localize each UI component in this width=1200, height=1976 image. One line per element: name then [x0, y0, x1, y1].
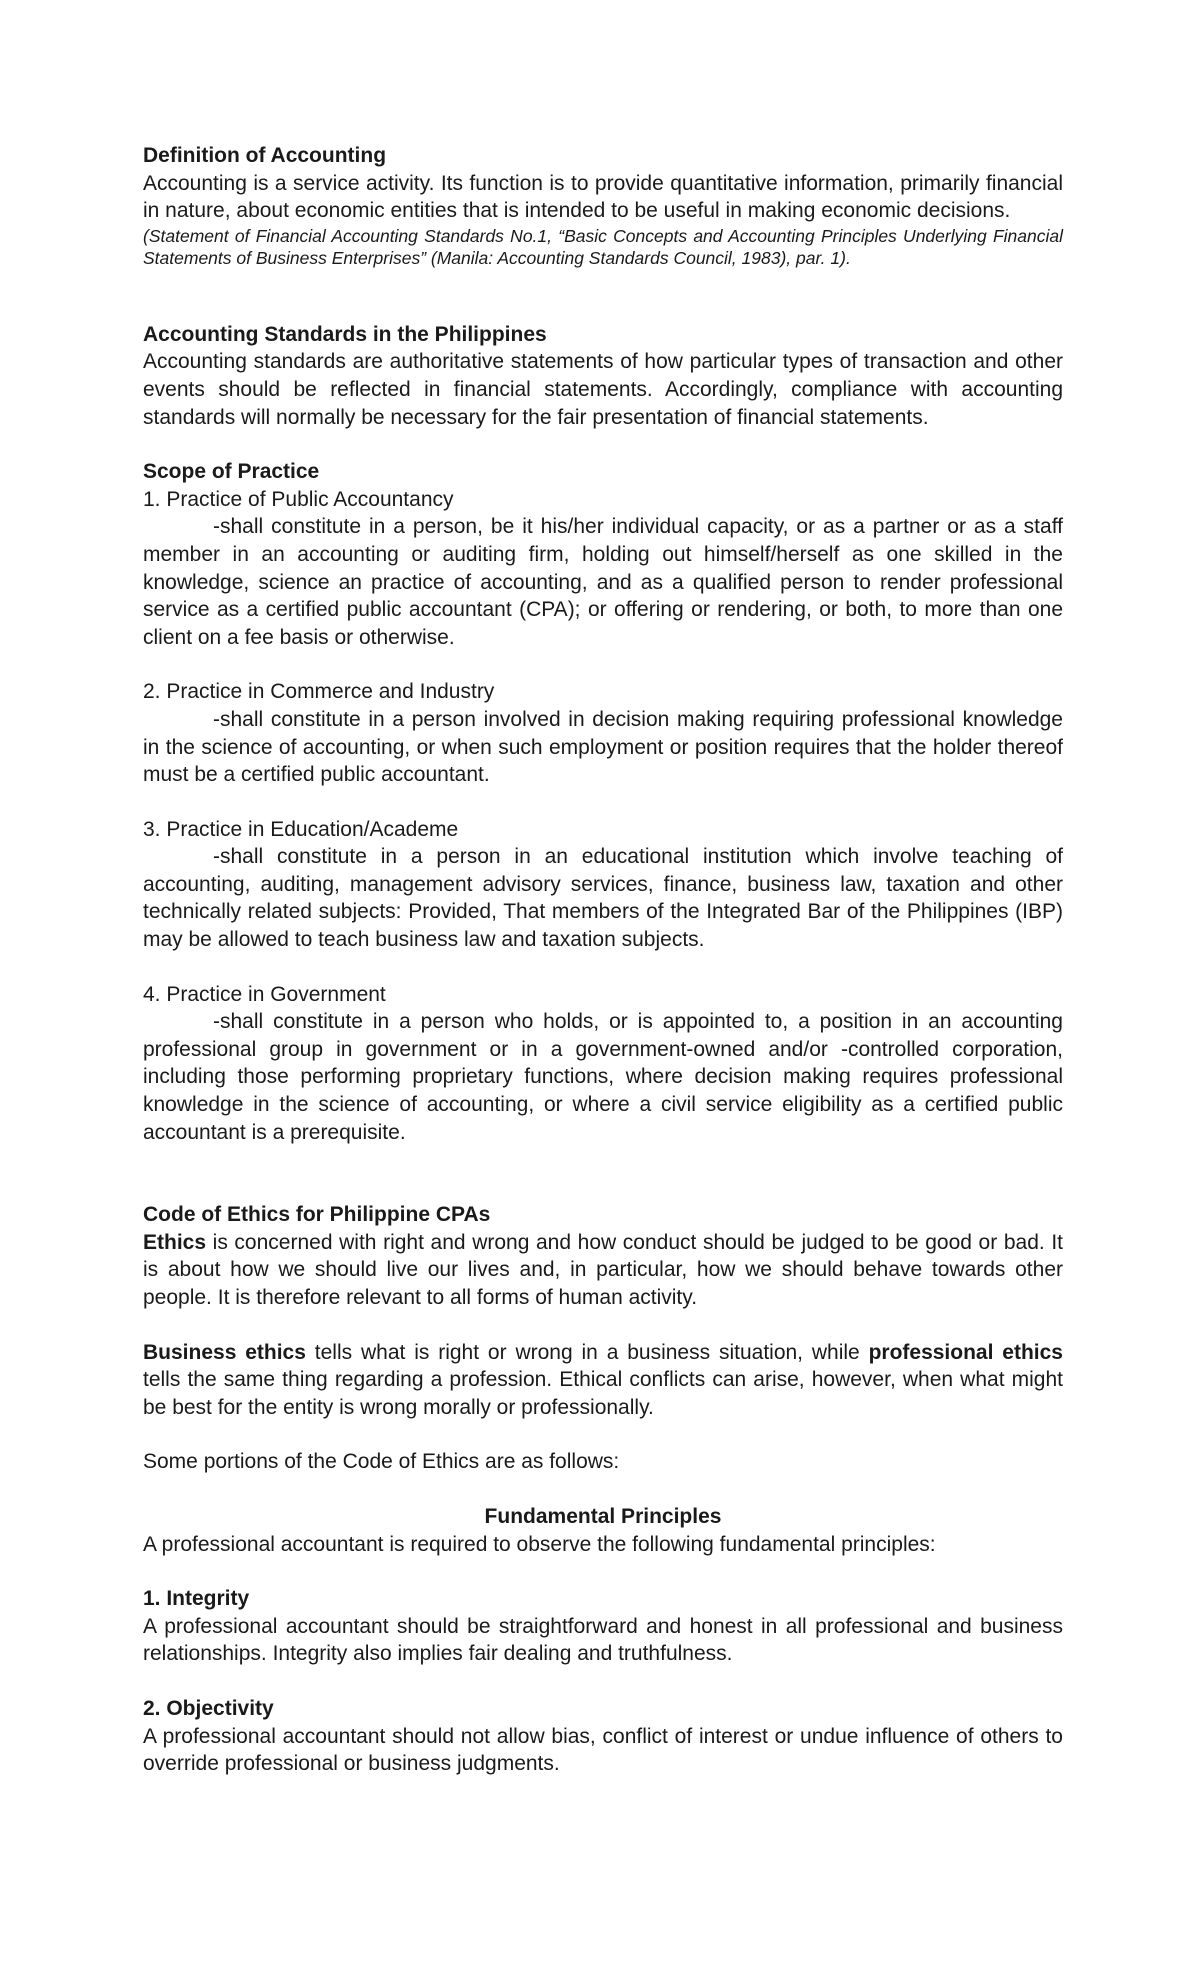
professional-ethics-term: professional ethics — [868, 1340, 1063, 1364]
scope-item-3-title: 3. Practice in Education/Academe — [143, 817, 459, 841]
scope-item-4-title: 4. Practice in Government — [143, 982, 386, 1006]
ethics-paragraph-2 — [143, 1339, 1063, 1422]
scope-item-4-body: -shall constitute in a person who holds, or is appointed to, a position in an accounting professional group in government or in a government-owned and/or -controlled corporation, including those performing proprietary functions, where decision making requires professional knowledge in the science of accounting, or where a civil service eligibility as a certified public accountant is a prerequisite. — [143, 1010, 1063, 1144]
document-page — [143, 142, 1063, 1778]
business-ethics-term: Business ethics — [143, 1340, 306, 1364]
principle-1-title: 1. Integrity — [143, 1587, 250, 1611]
scope-heading: Scope of Practice — [143, 460, 320, 484]
scope-item-3-body: -shall constitute in a person in an educational institution which involve teaching of accounting, auditing, management advisory services, finance, business law, taxation and other technically related subjects: Provided, That members of the Integrated Bar of the Philippines (IBP) may be allowed to teach business law and taxation subjects. — [143, 845, 1063, 952]
principle-2-body: A professional accountant should not allow bias, conflict of interest or undue influence of others to override professional or business judgments. — [143, 1724, 1063, 1776]
ethics-term: Ethics — [143, 1230, 207, 1254]
ethics-paragraph-1 — [143, 1229, 1063, 1312]
principles-intro: A professional accountant is required to observe the following fundamental principles: — [143, 1532, 936, 1556]
scope-item-1-title: 1. Practice of Public Accountancy — [143, 487, 454, 511]
ethics-heading: Code of Ethics for Philippine CPAs — [143, 1203, 491, 1227]
standards-body: Accounting standards are authoritative statements of how particular types of transaction and other events should be reflected in financial statements. Accordingly, compliance with accounting standards will normally be necessary for the fair presentation of financial statements. — [143, 350, 1063, 429]
business-ethics-text: tells what is right or wrong in a business situation, while — [305, 1340, 869, 1364]
definition-body: Accounting is a service activity. Its function is to provide quantitative information, primarily financial in nature, about economic entities that is intended to be useful in making economic decisions. — [143, 171, 1063, 223]
principles-heading: Fundamental Principles — [484, 1504, 722, 1528]
scope-item-1-body: -shall constitute in a person, be it his/her individual capacity, or as a partner or as a staff member in an accounting or auditing firm, holding out himself/herself as one skilled in the knowledge, science an practice of accounting, and as a qualified person to render professional service as a certified public accountant (CPA); or offering or rendering, or both, to more than one client on a fee basis or otherwise. — [143, 515, 1063, 649]
ethics-paragraph-3: Some portions of the Code of Ethics are as follows: — [143, 1450, 620, 1474]
scope-item-2-title: 2. Practice in Commerce and Industry — [143, 680, 495, 704]
definition-citation: (Statement of Financial Accounting Standards No.1, “Basic Concepts and Accounting Principles Underlying Financial Statements of Business Enterprises” (Manila: Accounting Standards Council, 1983), par. 1). — [143, 225, 1063, 269]
professional-ethics-text: tells the same thing regarding a profession. Ethical conflicts can arise, however, when what might be best for the entity is wrong morally or professionally. — [143, 1368, 1063, 1419]
standards-heading: Accounting Standards in the Philippines — [143, 322, 547, 346]
principle-1-body: A professional accountant should be straightforward and honest in all professional and business relationships. Integrity also implies fair dealing and truthfulness. — [143, 1614, 1063, 1666]
definition-heading: Definition of Accounting — [143, 144, 387, 167]
principle-2-title: 2. Objectivity — [143, 1696, 274, 1720]
scope-item-2-body: -shall constitute in a person involved in decision making requiring professional knowledge in the science of accounting, or when such employment or position requires that the holder thereof must be a certified public accountant. — [143, 707, 1063, 787]
ethics-definition: is concerned with right and wrong and how conduct should be judged to be good or bad. It is about how we should live our lives and, in particular, how we should behave towards other people. It is therefore relevant to all forms of human activity. — [143, 1230, 1063, 1309]
